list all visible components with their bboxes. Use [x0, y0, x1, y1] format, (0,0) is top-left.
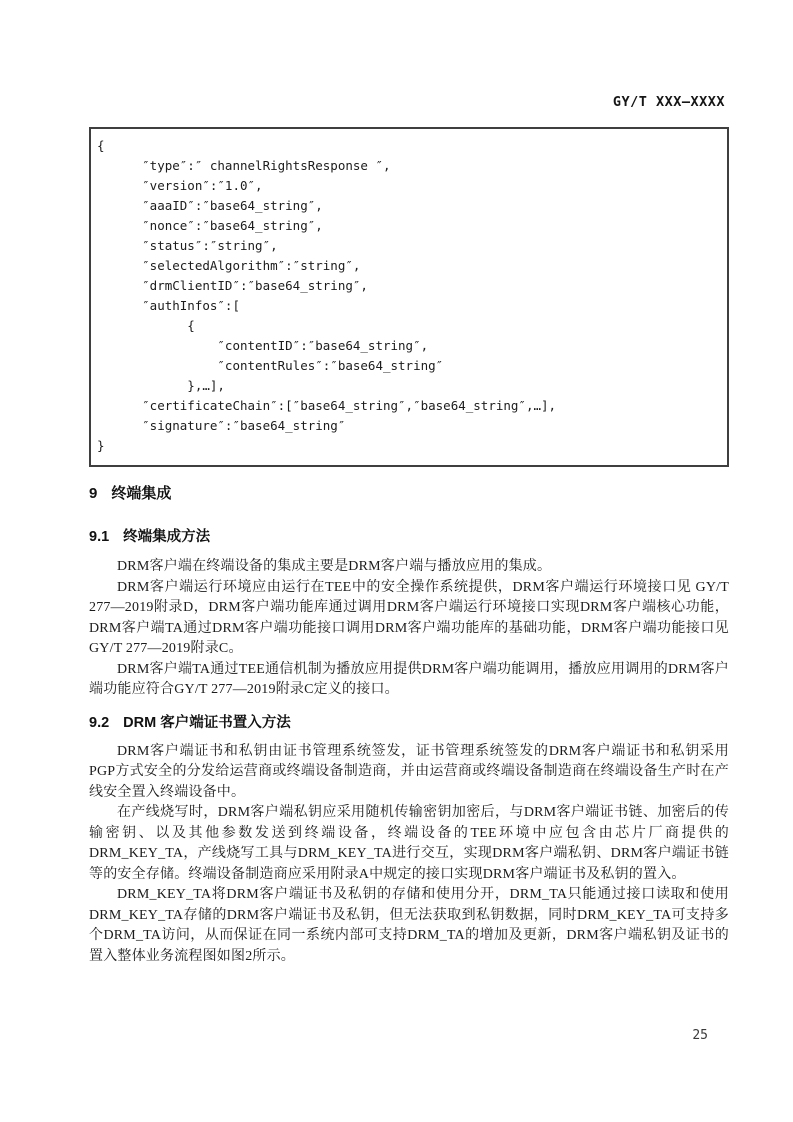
code-line: ″type″:″ channelRightsResponse ″,: [97, 158, 391, 173]
section-number: 9.1: [89, 529, 110, 545]
code-line: ″selectedAlgorithm″:″string″,: [97, 258, 361, 273]
section-heading-9: [89, 484, 729, 504]
section-title: 终端集成: [111, 485, 172, 502]
code-line: ″aaaID″:″base64_string″,: [97, 198, 323, 213]
section-title: 终端集成方法: [123, 529, 211, 545]
section-9-1-paragraphs: [89, 557, 729, 701]
code-line: ″contentRules″:″base64_string″: [97, 358, 444, 373]
section-heading-9-1: [89, 527, 729, 547]
body-paragraph: DRM客户端证书和私钥由证书管理系统签发，证书管理系统签发的DRM客户端证书和私钥采用PGP方式安全的分发给运营商或终端设备制造商，并由运营商或终端设备制造商在终端设备生产时在产线安全置入终端设备中。: [89, 743, 729, 800]
code-line: ″authInfos″:[: [97, 298, 240, 313]
code-line: ″certificateChain″:[″base64_string″,″base64_string″,…],: [97, 398, 557, 413]
body-paragraph: DRM客户端运行环境应由运行在TEE中的安全操作系统提供，DRM客户端运行环境接口见 GY/T 277—2019附录D，DRM客户端功能库通过调用DRM客户端运行环境接口实现DRM客户端核心功能，DRM客户端TA通过DRM客户端功能接口调用DRM客户端功能库的基础功能，DRM客户端功能接口见GY/T 277—2019附录C。: [89, 579, 729, 656]
body-paragraph: DRM客户端TA通过TEE通信机制为播放应用提供DRM客户端功能调用，播放应用调用的DRM客户端功能应符合GY/T 277—2019附录C定义的接口。: [89, 661, 729, 697]
code-line: ″signature″:″base64_string″: [97, 418, 346, 433]
code-line: {: [97, 138, 105, 153]
code-line: },…],: [97, 378, 225, 393]
body-paragraph: DRM客户端在终端设备的集成主要是DRM客户端与播放应用的集成。: [117, 559, 552, 574]
code-line: ″nonce″:″base64_string″,: [97, 218, 323, 233]
code-line: {: [97, 318, 195, 333]
json-code-block: [89, 127, 729, 467]
section-number: 9: [89, 485, 98, 502]
section-9-2-paragraphs: [89, 742, 729, 968]
section-title: DRM 客户端证书置入方法: [123, 714, 291, 731]
code-line: ″status″:″string″,: [97, 238, 278, 253]
section-number: 9.2: [89, 714, 110, 731]
page-content: [89, 127, 729, 967]
body-paragraph: 在产线烧写时，DRM客户端私钥应采用随机传输密钥加密后，与DRM客户端证书链、加密后的传输密钥、以及其他参数发送到终端设备，终端设备的TEE环境中应包含由芯片厂商提供的DRM_KEY_TA，产线烧写工具与DRM_KEY_TA进行交互，实现DRM客户端私钥、DRM客户端证书链等的安全存储。终端设备制造商应采用附录A中规定的接口实现DRM客户端证书及私钥的置入。: [89, 805, 729, 882]
code-line: }: [97, 438, 105, 453]
page-number: 25: [692, 1028, 708, 1043]
code-line: ″drmClientID″:″base64_string″,: [97, 278, 368, 293]
code-line: ″contentID″:″base64_string″,: [97, 338, 429, 353]
code-line: ″version″:″1.0″,: [97, 178, 263, 193]
body-paragraph: DRM_KEY_TA将DRM客户端证书及私钥的存储和使用分开，DRM_TA只能通过接口读取和使用DRM_KEY_TA存储的DRM客户端证书及私钥，但无法获取到私钥数据，同时DRM_KEY_TA可支持多个DRM_TA访问，从而保证在同一系统内部可支持DRM_TA的增加及更新，DRM客户端私钥及证书的置入整体业务流程图如图2所示。: [89, 887, 729, 964]
section-heading-9-2: [89, 713, 729, 733]
standard-number-header: GY/T XXX—XXXX: [612, 94, 725, 110]
